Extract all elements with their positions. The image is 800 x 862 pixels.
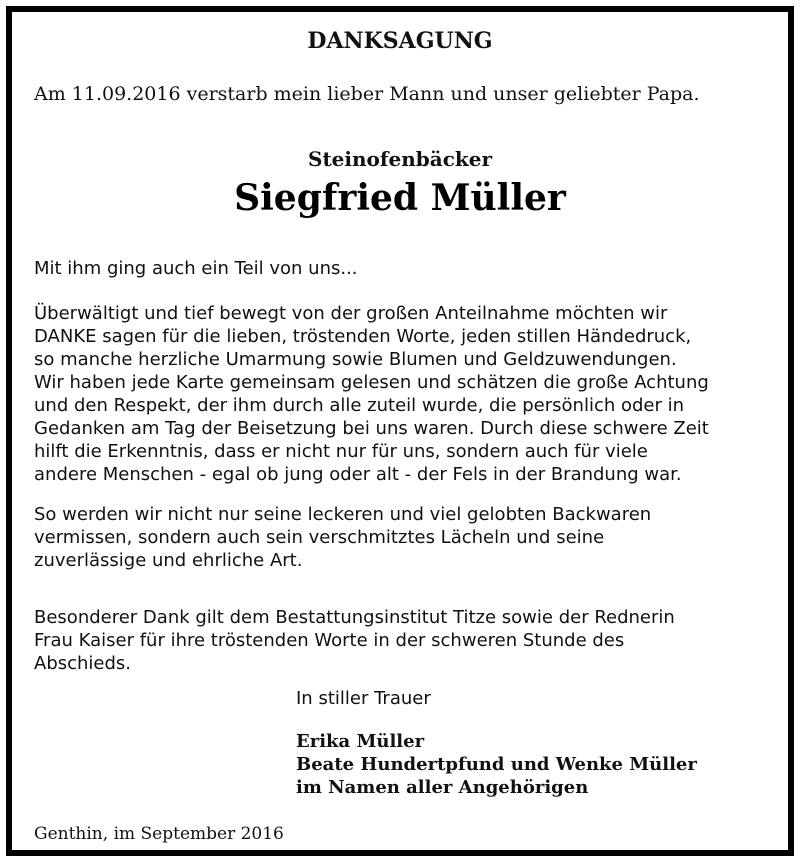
- signer-line: Erika Müller: [296, 731, 425, 752]
- signer-line: Beate Hundertpfund und Wenke Müller: [296, 754, 697, 775]
- paragraph-line: DANKE sagen für die lieben, tröstenden Worte, jeden stillen Händedruck,: [34, 326, 692, 347]
- paragraph-line: So werden wir nicht nur seine leckeren und viel gelobten Backwaren: [34, 504, 652, 525]
- notice-heading: DANKSAGUNG: [307, 28, 493, 54]
- paragraph-line: Abschieds.: [34, 653, 132, 674]
- notice-frame: [6, 6, 794, 856]
- paragraph-line: so manche herzliche Umarmung sowie Blumen und Geldzuwendungen.: [34, 349, 677, 370]
- place-date-line: Genthin, im September 2016: [34, 824, 284, 844]
- paragraph-2: [34, 302, 709, 486]
- paragraph-line: Gedanken am Tag der Beisetzung bei uns waren. Durch diese schwere Zeit: [34, 418, 709, 439]
- paragraph-line: andere Menschen - egal ob jung oder alt - der Fels in der Brandung war.: [34, 464, 682, 485]
- paragraph-line: hilft die Erkenntnis, dass er nicht nur für uns, sondern auch für viele: [34, 441, 648, 462]
- paragraph-3: [34, 503, 651, 572]
- paragraph-1: [34, 257, 358, 280]
- deceased-profession: Steinofenbäcker: [308, 147, 492, 171]
- paragraph-line: vermissen, sondern auch sein verschmitztes Lächeln und seine: [34, 527, 605, 548]
- paragraph-line: Wir haben jede Karte gemeinsam gelesen und schätzen die große Achtung: [34, 372, 709, 393]
- paragraph-line: Mit ihm ging auch ein Teil von uns...: [34, 258, 358, 279]
- intro-line: Am 11.09.2016 verstarb mein lieber Mann und unser geliebter Papa.: [34, 83, 700, 105]
- paragraph-line: Frau Kaiser für ihre tröstenden Worte in der schweren Stunde des: [34, 630, 625, 651]
- signer-line: im Namen aller Angehörigen: [296, 777, 589, 798]
- mourning-line: In stiller Trauer: [296, 688, 431, 709]
- paragraph-line: Überwältigt und tief bewegt von der großen Anteilnahme möchten wir: [34, 303, 668, 324]
- paragraph-line: Besonderer Dank gilt dem Bestattungsinstitut Titze sowie der Rednerin: [34, 607, 675, 628]
- paragraph-line: zuverlässige und ehrliche Art.: [34, 550, 303, 571]
- paragraph-line: und den Respekt, der ihm durch alle zuteil wurde, die persönlich oder in: [34, 395, 685, 416]
- deceased-name: Siegfried Müller: [234, 177, 566, 219]
- signers-block: [296, 730, 697, 799]
- paragraph-4: [34, 606, 675, 675]
